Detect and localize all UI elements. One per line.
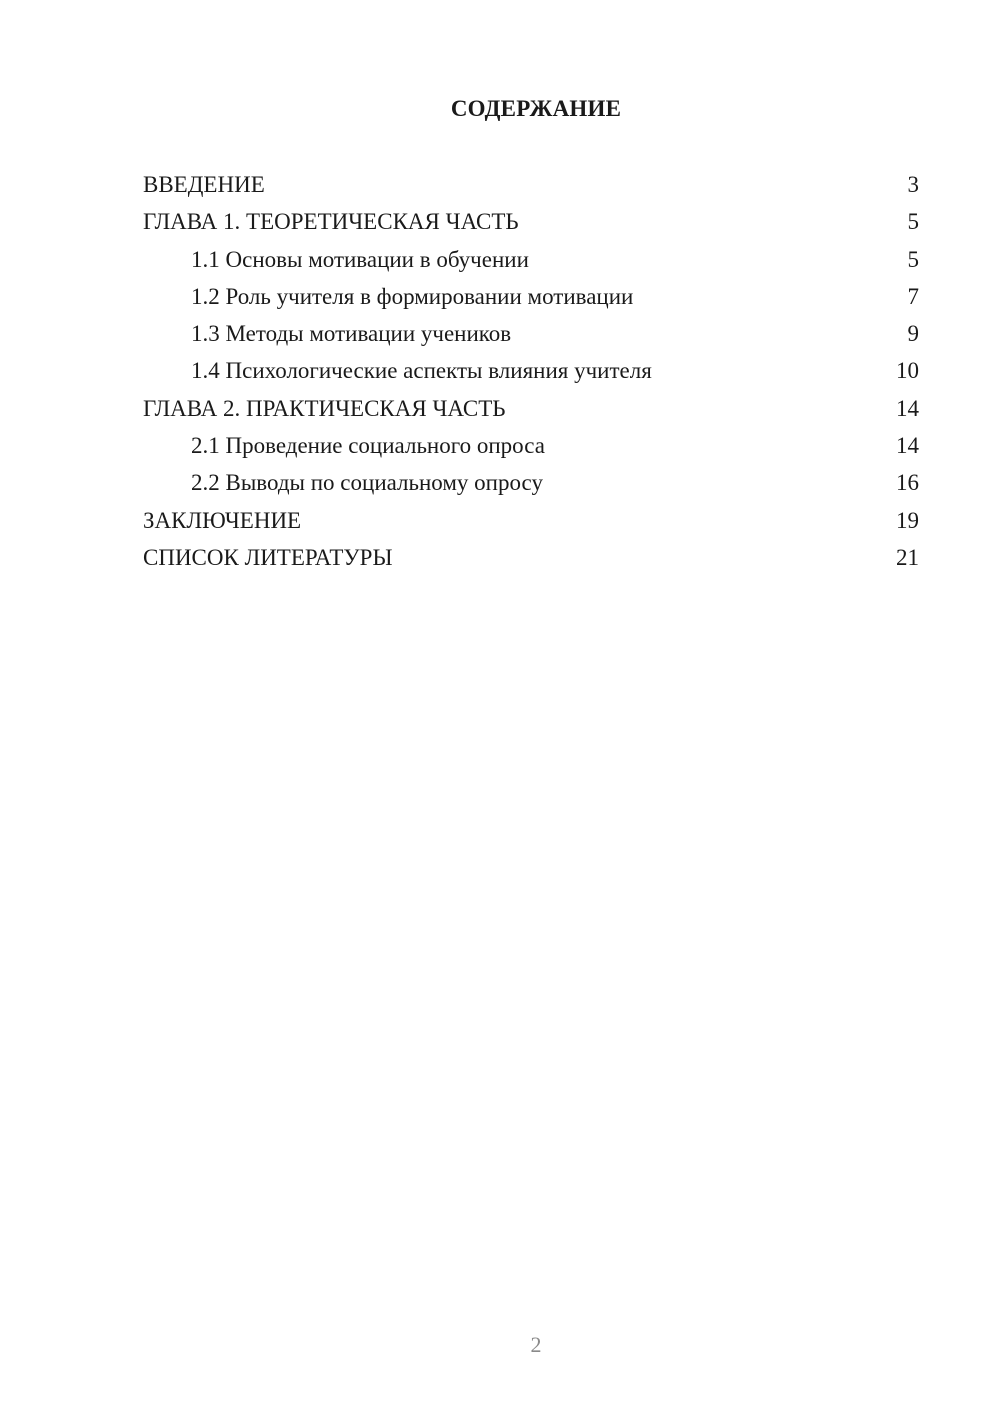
toc-entry-page: 3 [907, 172, 919, 197]
toc-entry-section-2-1 [143, 427, 919, 464]
toc-entry-page: 5 [907, 209, 919, 235]
toc-entry-page: 9 [907, 321, 919, 347]
page-number: 2 [530, 1332, 542, 1357]
toc-heading: СОДЕРЖАНИЕ [450, 96, 622, 121]
toc-entry-page: 10 [896, 358, 919, 384]
table-of-contents [143, 166, 919, 576]
toc-entry-label: 1.1 Основы мотивации в обучении [191, 246, 529, 272]
toc-entry-chapter-2 [143, 390, 919, 427]
toc-entry-label: ВВЕДЕНИЕ [143, 172, 265, 197]
toc-entry-label: 1.2 Роль учителя в формировании мотивации [191, 283, 634, 309]
toc-entry-page: 21 [896, 544, 919, 570]
toc-entry-page: 5 [907, 246, 919, 272]
toc-entry-page: 14 [896, 433, 919, 459]
toc-entry-section-2-2 [143, 464, 919, 501]
toc-entry-page: 19 [896, 507, 919, 533]
toc-entry-page: 7 [907, 283, 919, 309]
toc-entry-section-1-3 [143, 315, 919, 352]
toc-entry-label: 1.3 Методы мотивации учеников [191, 321, 512, 347]
toc-entry-section-1-4 [143, 352, 919, 389]
toc-entry-label: ГЛАВА 2. ПРАКТИЧЕСКАЯ ЧАСТЬ [143, 395, 506, 421]
toc-entry-references [143, 539, 919, 576]
toc-entry-section-1-1 [143, 241, 919, 278]
toc-entry-section-1-2 [143, 278, 919, 315]
toc-entry-label: 2.1 Проведение социального опроса [191, 433, 545, 459]
toc-entry-page: 16 [896, 470, 919, 496]
toc-entry-page: 14 [896, 395, 919, 421]
toc-entry-introduction [143, 166, 919, 203]
toc-entry-conclusion [143, 502, 919, 539]
toc-entry-label: 1.4 Психологические аспекты влияния учителя [191, 358, 652, 384]
toc-entry-label: ЗАКЛЮЧЕНИЕ [143, 507, 302, 533]
toc-entry-label: СПИСОК ЛИТЕРАТУРЫ [143, 544, 393, 570]
toc-entry-label: ГЛАВА 1. ТЕОРЕТИЧЕСКАЯ ЧАСТЬ [143, 209, 519, 235]
toc-entry-chapter-1 [143, 203, 919, 240]
toc-entry-label: 2.2 Выводы по социальному опросу [191, 470, 543, 496]
